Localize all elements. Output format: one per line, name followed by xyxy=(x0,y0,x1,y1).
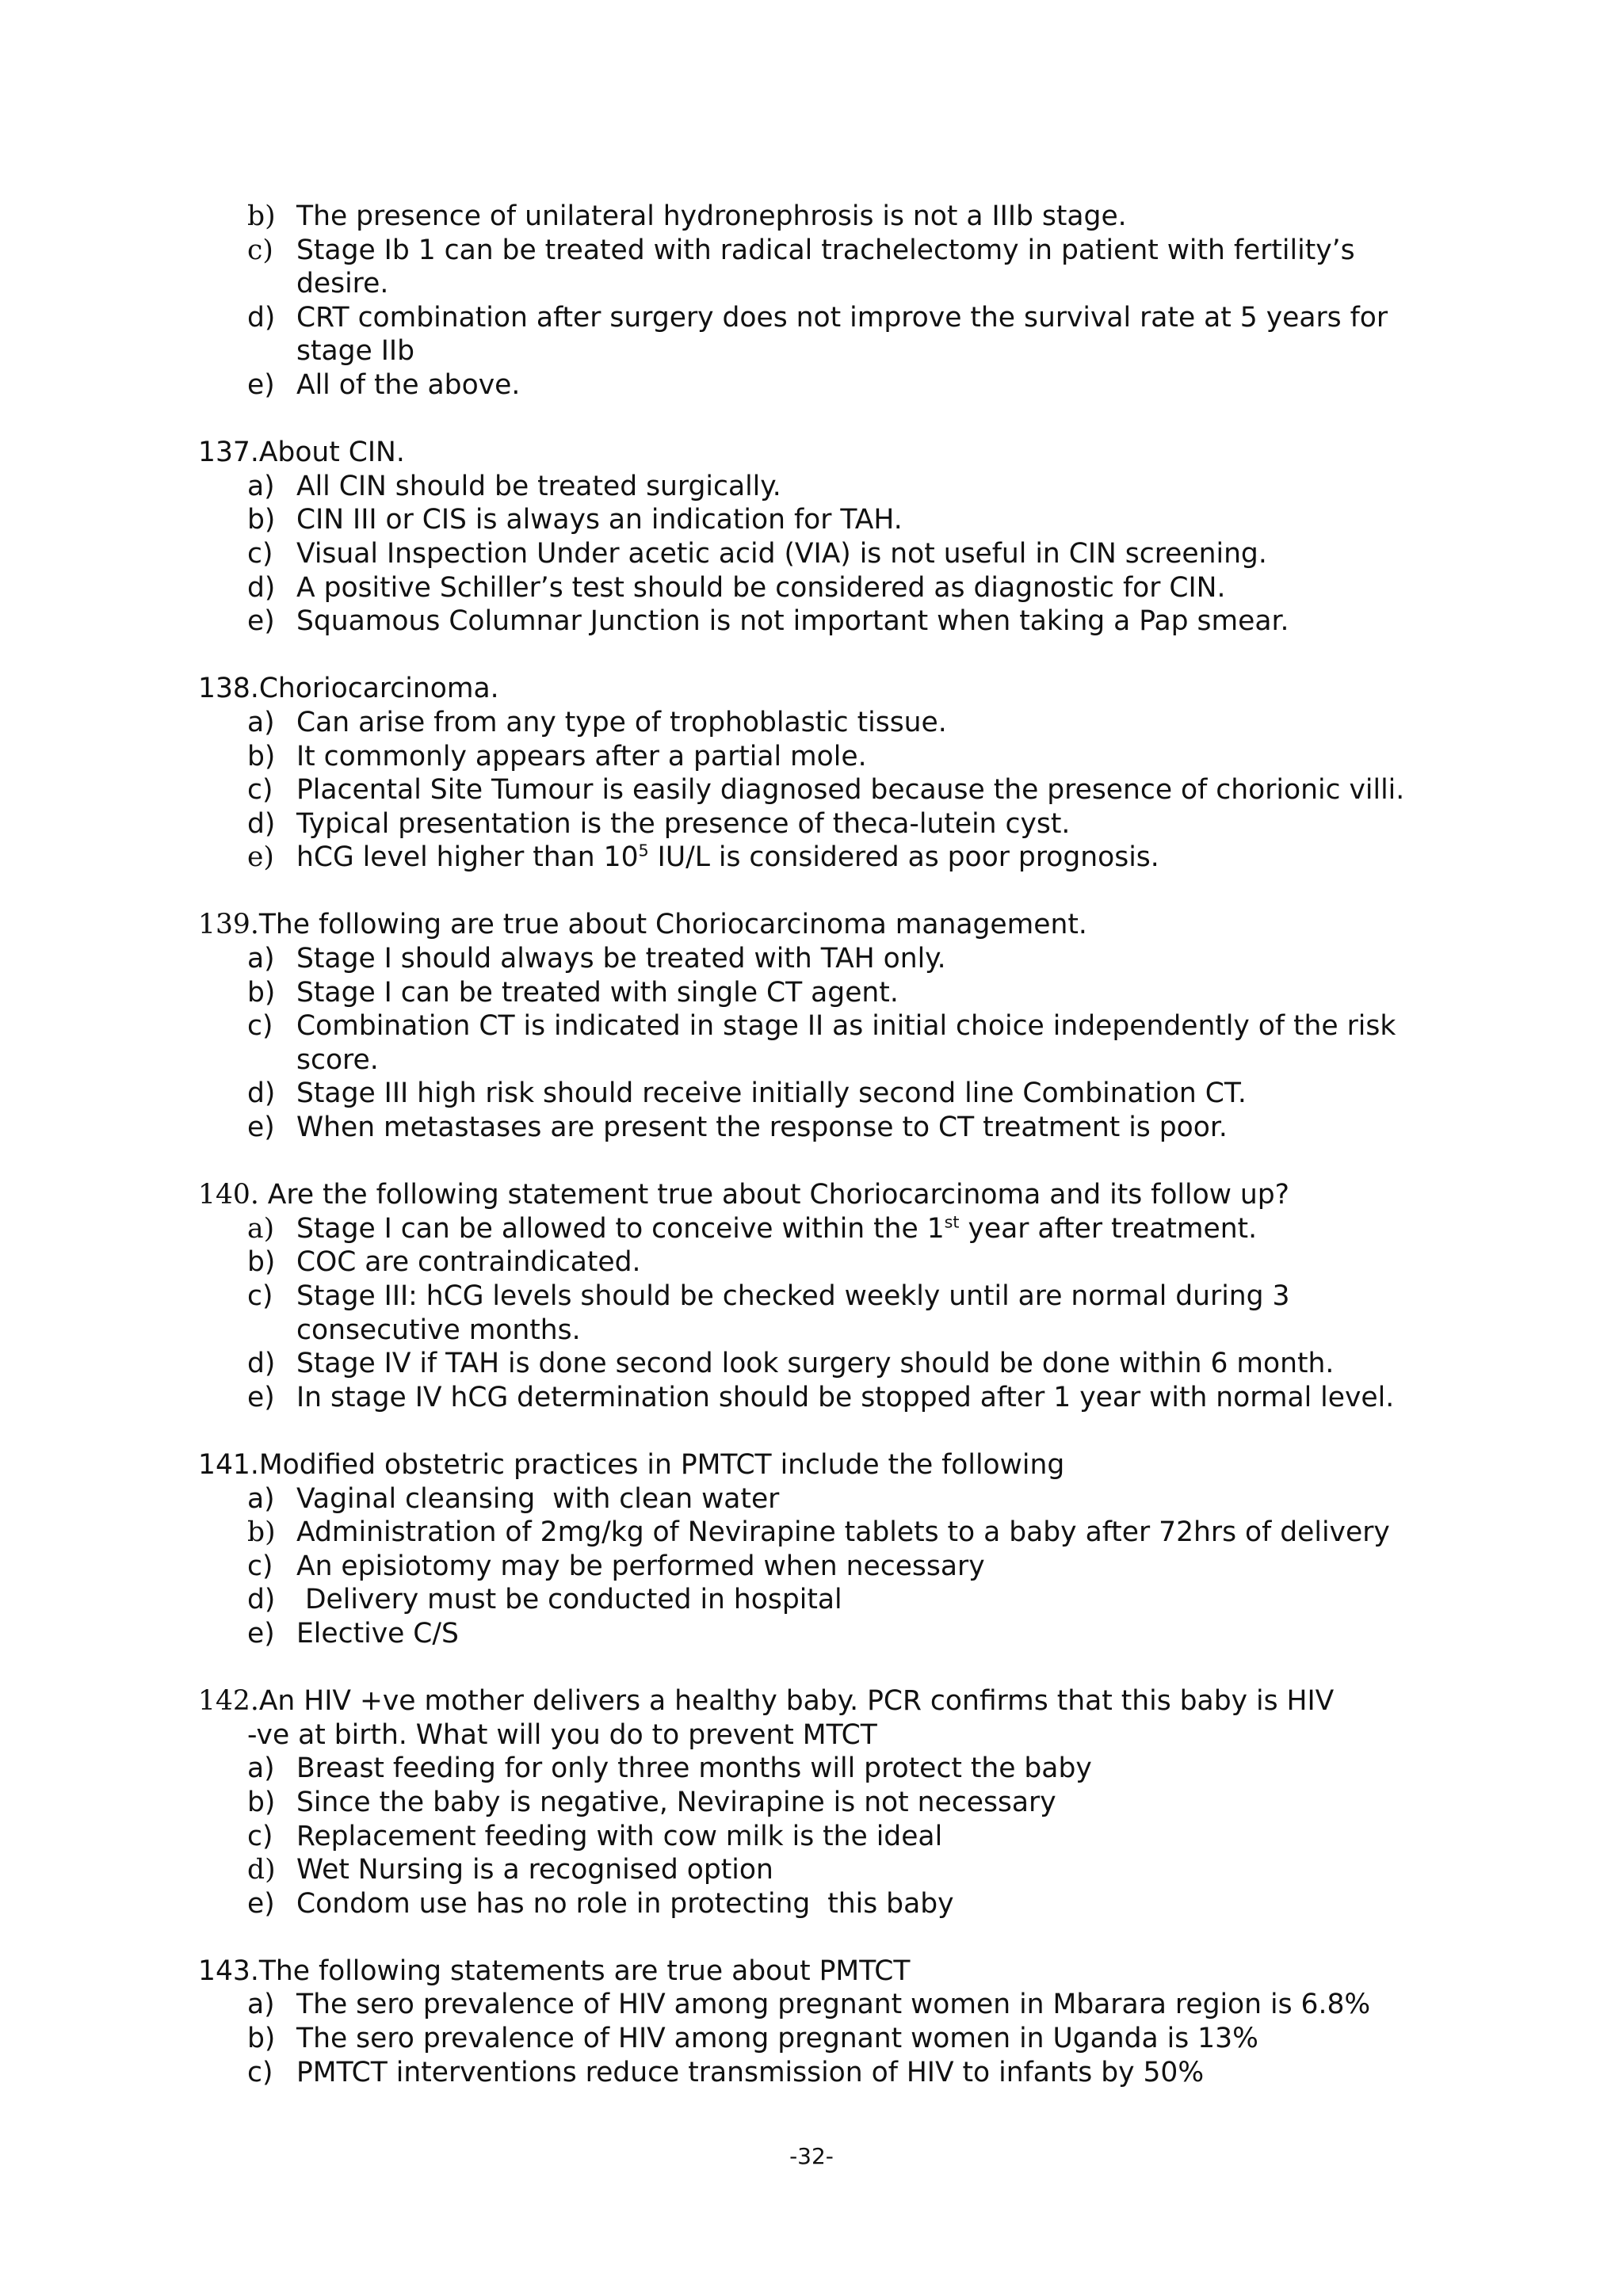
question-heading xyxy=(198,1178,1434,1212)
question-stem: About CIN. xyxy=(258,437,405,469)
option-text xyxy=(296,841,1434,875)
option-letter: d) xyxy=(247,1584,276,1616)
option-letter: d) xyxy=(247,807,276,840)
option-b xyxy=(198,503,1434,537)
superscript: st xyxy=(944,1212,960,1232)
option-letter: e) xyxy=(247,1381,275,1413)
option-letter: a) xyxy=(247,1482,275,1515)
question-number: 142. xyxy=(198,1685,259,1718)
question-heading xyxy=(198,436,1434,470)
question-136-continuation xyxy=(198,200,1434,402)
option-text: Elective C/S xyxy=(296,1617,459,1650)
option-b xyxy=(198,1245,1434,1280)
option-e xyxy=(198,841,1434,875)
option-c xyxy=(198,537,1434,571)
question-number: 143. xyxy=(198,1955,259,1987)
option-e xyxy=(198,1887,1434,1921)
option-letter: b) xyxy=(247,1516,276,1549)
option-text: It commonly appears after a partial mole. xyxy=(296,740,867,772)
option-letter: d) xyxy=(247,1348,276,1380)
option-a xyxy=(198,470,1434,504)
option-letter: e) xyxy=(247,368,275,401)
question-stem-continued: -ve at birth. What will you do to prevent MTCT xyxy=(247,1718,877,1751)
question-137 xyxy=(198,436,1434,639)
option-text: Vaginal cleansing with clean water xyxy=(296,1482,780,1515)
options-list xyxy=(198,1482,1434,1651)
question-stem: Choriocarcinoma. xyxy=(258,673,499,705)
option-text: The presence of unilateral hydronephrosis is not a IIIb stage. xyxy=(296,200,1127,232)
option-text: The sero prevalence of HIV among pregnant women in Mbarara region is 6.8% xyxy=(296,1989,1371,2021)
option-a xyxy=(198,1212,1434,1246)
question-138 xyxy=(198,672,1434,875)
option-b xyxy=(198,2022,1434,2056)
option-text: Administration of 2mg/kg of Nevirapine tablets to a baby after 72hrs of delivery xyxy=(296,1516,1390,1549)
option-a xyxy=(198,942,1434,976)
option-a xyxy=(198,1752,1434,1786)
option-d xyxy=(198,1077,1434,1111)
question-139 xyxy=(198,908,1434,1144)
option-text: Placental Site Tumour is easily diagnosed because the presence of chorionic villi. xyxy=(296,774,1405,807)
option-text: Stage III high risk should receive initially second line Combination CT. xyxy=(296,1077,1247,1110)
option-letter: b) xyxy=(247,740,276,772)
question-142 xyxy=(198,1684,1434,1920)
options-list xyxy=(198,470,1434,639)
option-letter: a) xyxy=(247,1989,275,2021)
option-b xyxy=(198,200,1434,234)
option-text: Wet Nursing is a recognised option xyxy=(296,1854,773,1886)
option-text: Combination CT is indicated in stage II as initial choice independently of the risk score. xyxy=(296,1010,1396,1076)
option-text: Replacement feeding with cow milk is the ideal xyxy=(296,1820,943,1852)
question-number: 139. xyxy=(198,909,259,941)
question-number: 138. xyxy=(198,673,259,705)
option-letter: c) xyxy=(247,1820,273,1852)
option-text: CRT combination after surgery does not improve the survival rate at 5 years for stage IIb xyxy=(296,301,1388,368)
option-e xyxy=(198,1111,1434,1145)
option-text: Stage III: hCG levels should be checked weekly until are normal during 3 consecutive months. xyxy=(296,1280,1290,1346)
options-list xyxy=(198,1212,1434,1415)
option-e xyxy=(198,368,1434,402)
option-letter: e) xyxy=(247,1112,275,1144)
option-letter: d) xyxy=(247,1077,276,1110)
option-text-before: Stage I can be allowed to conceive within the 1 xyxy=(296,1212,945,1245)
options-list xyxy=(198,942,1434,1145)
question-140 xyxy=(198,1178,1434,1414)
option-text: Delivery must be conducted in hospital xyxy=(296,1584,842,1616)
option-letter: c) xyxy=(247,1280,273,1312)
option-text xyxy=(296,1212,1434,1246)
question-141 xyxy=(198,1448,1434,1651)
question-stem: The following are true about Choriocarcinoma management. xyxy=(258,909,1087,941)
option-text: Breast feeding for only three months will protect the baby xyxy=(296,1753,1092,1785)
option-letter: e) xyxy=(247,605,275,638)
option-text: CIN III or CIS is always an indication for TAH. xyxy=(296,504,903,536)
question-heading xyxy=(198,1448,1434,1482)
option-c xyxy=(198,2056,1434,2090)
options-list xyxy=(198,200,1434,402)
option-text: Since the baby is negative, Nevirapine is not necessary xyxy=(296,1786,1056,1818)
option-text: Typical presentation is the presence of theca-lutein cyst. xyxy=(296,807,1071,840)
question-heading xyxy=(198,1684,1434,1718)
option-letter: c) xyxy=(247,234,273,266)
option-b xyxy=(198,1786,1434,1820)
option-letter: b) xyxy=(247,1786,276,1818)
option-letter: a) xyxy=(247,1753,275,1785)
option-letter: e) xyxy=(247,841,274,874)
option-text-before: hCG level higher than 10 xyxy=(296,841,639,874)
option-letter: c) xyxy=(247,1550,273,1582)
option-text: All of the above. xyxy=(296,368,521,401)
option-letter: d) xyxy=(247,571,276,604)
option-text: A positive Schiller’s test should be considered as diagnostic for CIN. xyxy=(296,571,1226,604)
option-letter: c) xyxy=(247,2056,273,2088)
option-d xyxy=(198,571,1434,605)
option-letter: a) xyxy=(247,706,275,738)
option-letter: a) xyxy=(247,1212,275,1245)
option-d xyxy=(198,1853,1434,1887)
option-letter: d) xyxy=(247,1854,276,1886)
option-c xyxy=(198,1550,1434,1584)
question-heading xyxy=(198,908,1434,942)
option-letter: e) xyxy=(247,1887,275,1920)
option-text: Squamous Columnar Junction is not important when taking a Pap smear. xyxy=(296,605,1289,638)
option-e xyxy=(198,605,1434,639)
option-text: In stage IV hCG determination should be stopped after 1 year with normal level. xyxy=(296,1381,1395,1413)
question-number: 141. xyxy=(198,1448,259,1481)
option-text: When metastases are present the response to CT treatment is poor. xyxy=(296,1112,1228,1144)
option-text: PMTCT interventions reduce transmission of HIV to infants by 50% xyxy=(296,2056,1205,2088)
option-letter: d) xyxy=(247,301,276,334)
superscript: 5 xyxy=(638,841,649,860)
options-list xyxy=(198,1752,1434,1920)
option-text-after: year after treatment. xyxy=(959,1212,1258,1245)
option-text: The sero prevalence of HIV among pregnant women in Uganda is 13% xyxy=(296,2023,1258,2055)
option-letter: e) xyxy=(247,1617,275,1650)
option-d xyxy=(198,301,1434,368)
option-text: Visual Inspection Under acetic acid (VIA) is not useful in CIN screening. xyxy=(296,537,1267,570)
question-stem: Modified obstetric practices in PMTCT include the following xyxy=(258,1448,1065,1481)
option-d xyxy=(198,1583,1434,1617)
options-list xyxy=(198,706,1434,875)
option-text-after: IU/L is considered as poor prognosis. xyxy=(648,841,1159,874)
option-text: An episiotomy may be performed when necessary xyxy=(296,1550,985,1582)
option-e xyxy=(198,1381,1434,1415)
option-letter: a) xyxy=(247,470,275,502)
option-d xyxy=(198,1347,1434,1381)
option-b xyxy=(198,1516,1434,1550)
question-stem: The following statements are true about PMTCT xyxy=(258,1955,911,1987)
option-c xyxy=(198,1280,1434,1347)
options-list xyxy=(198,1988,1434,2089)
option-letter: c) xyxy=(247,1010,273,1043)
page-content xyxy=(198,200,1434,2123)
option-c xyxy=(198,234,1434,301)
question-heading xyxy=(198,1955,1434,1989)
option-d xyxy=(198,807,1434,841)
option-text: All CIN should be treated surgically. xyxy=(296,470,781,502)
option-c xyxy=(198,1009,1434,1077)
option-e xyxy=(198,1617,1434,1651)
option-letter: c) xyxy=(247,774,273,807)
question-heading-continued xyxy=(198,1718,1434,1753)
option-text: Condom use has no role in protecting this baby xyxy=(296,1887,954,1920)
option-letter: c) xyxy=(247,537,273,570)
question-heading xyxy=(198,672,1434,706)
option-a xyxy=(198,706,1434,740)
option-text: Stage I should always be treated with TAH only. xyxy=(296,943,946,975)
page-number: -32- xyxy=(789,2143,834,2169)
question-number: 140. xyxy=(198,1179,259,1211)
question-143 xyxy=(198,1955,1434,2089)
question-stem: Are the following statement true about Choriocarcinoma and its follow up? xyxy=(258,1179,1289,1211)
option-text: Stage IV if TAH is done second look surgery should be done within 6 month. xyxy=(296,1348,1335,1380)
option-text: Stage I can be treated with single CT agent. xyxy=(296,976,899,1009)
option-letter: a) xyxy=(247,943,275,975)
option-letter: b) xyxy=(247,504,276,536)
option-letter: b) xyxy=(247,976,276,1009)
option-b xyxy=(198,976,1434,1010)
option-c xyxy=(198,773,1434,807)
option-a xyxy=(198,1482,1434,1516)
question-number: 137. xyxy=(198,437,259,469)
option-c xyxy=(198,1820,1434,1854)
option-text: Can arise from any type of trophoblastic tissue. xyxy=(296,706,947,738)
question-stem: An HIV +ve mother delivers a healthy baby. PCR confirms that this baby is HIV xyxy=(258,1685,1335,1718)
option-b xyxy=(198,740,1434,774)
option-text: Stage Ib 1 can be treated with radical trachelectomy in patient with fertility’s desire. xyxy=(296,234,1355,300)
option-text: COC are contraindicated. xyxy=(296,1246,641,1279)
option-letter: b) xyxy=(247,200,276,232)
option-letter: b) xyxy=(247,1246,276,1279)
option-letter: b) xyxy=(247,2023,276,2055)
option-a xyxy=(198,1988,1434,2022)
